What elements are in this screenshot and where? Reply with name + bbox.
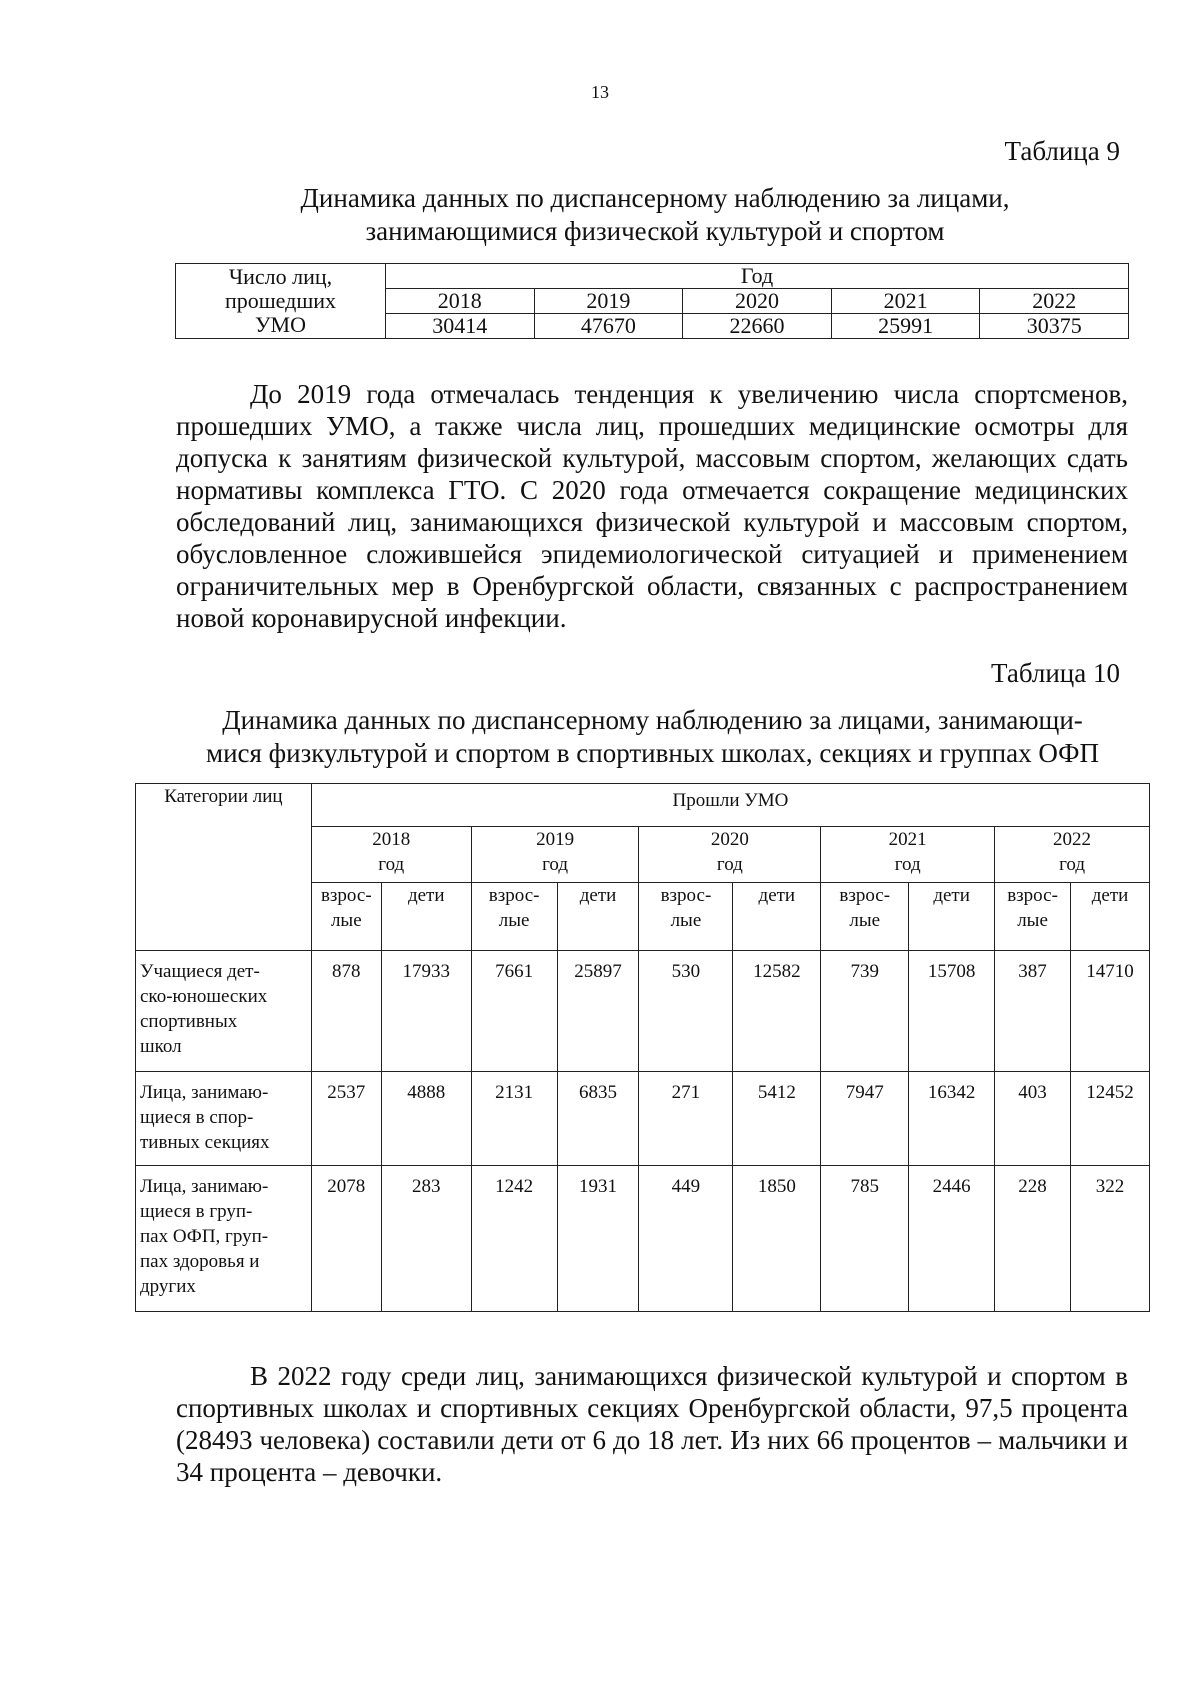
year-word: год bbox=[1059, 854, 1086, 875]
row-value: 530 bbox=[639, 951, 733, 1072]
adults-header bbox=[471, 883, 557, 951]
adults-header bbox=[995, 883, 1071, 951]
row-value: 2537 bbox=[311, 1072, 381, 1166]
row-value: 12452 bbox=[1071, 1072, 1150, 1166]
row-value: 7661 bbox=[471, 951, 557, 1072]
table9-value: 30375 bbox=[980, 314, 1129, 339]
row-value: 449 bbox=[639, 1166, 733, 1312]
row-header-line: Число лиц, bbox=[228, 264, 333, 289]
row-value: 25897 bbox=[557, 951, 639, 1072]
row-value: 7947 bbox=[821, 1072, 909, 1166]
row-value: 2446 bbox=[909, 1166, 995, 1312]
page-number: 13 bbox=[591, 82, 609, 102]
children-header: дети bbox=[733, 883, 821, 951]
adults-line: взрос- bbox=[488, 885, 540, 906]
table10-title bbox=[170, 704, 1135, 770]
year-header-2018 bbox=[311, 827, 471, 883]
row-header-line: УМО bbox=[254, 312, 307, 337]
category-header: Категории лиц bbox=[136, 784, 312, 951]
children-header: дети bbox=[557, 883, 639, 951]
table9-title-line: занимающимися физической культурой и спортом bbox=[365, 216, 945, 246]
category-line: школ bbox=[140, 1036, 182, 1057]
table9-year: 2018 bbox=[386, 289, 535, 314]
table9-value: 47670 bbox=[534, 314, 683, 339]
row-value: 5412 bbox=[733, 1072, 821, 1166]
adults-line: лые bbox=[670, 910, 702, 931]
row-category bbox=[136, 951, 312, 1072]
year-label: 2019 bbox=[536, 829, 575, 850]
passed-umo-header: Прошли УМО bbox=[311, 784, 1149, 827]
table-row bbox=[136, 1072, 1150, 1166]
adults-line: лые bbox=[849, 910, 881, 931]
row-value: 6835 bbox=[557, 1072, 639, 1166]
table9-label: Таблица 9 bbox=[1004, 136, 1120, 166]
year-label: 2020 bbox=[710, 829, 749, 850]
row-value: 785 bbox=[821, 1166, 909, 1312]
category-line: других bbox=[140, 1276, 196, 1297]
row-value: 878 bbox=[311, 951, 381, 1072]
table9-year-header: Год bbox=[386, 264, 1129, 289]
year-header-2020 bbox=[639, 827, 821, 883]
category-line: пах ОФП, груп- bbox=[140, 1226, 269, 1247]
year-word: год bbox=[894, 854, 921, 875]
row-value: 1850 bbox=[733, 1166, 821, 1312]
children-header: дети bbox=[381, 883, 471, 951]
row-category bbox=[136, 1072, 312, 1166]
table10-label: Таблица 10 bbox=[991, 658, 1120, 688]
adults-line: взрос- bbox=[839, 885, 891, 906]
table9-value: 22660 bbox=[683, 314, 832, 339]
year-word: год bbox=[716, 854, 743, 875]
adults-line: лые bbox=[1017, 910, 1048, 931]
paragraph-2: В 2022 году среди лиц, занимающихся физической культурой и спортом в спортивных школах и спортивных секциях Оренбургской области, 97,5 процента (28493 человека) составили дети от 6 до 18 лет. Из них 66 процентов – мальчики и 34 процента – девочки. bbox=[176, 1361, 1128, 1487]
table9-year: 2020 bbox=[683, 289, 832, 314]
year-label: 2022 bbox=[1053, 829, 1092, 850]
year-header-2022 bbox=[995, 827, 1150, 883]
table9-year: 2021 bbox=[831, 289, 980, 314]
table9-title-line: Динамика данных по диспансерному наблюдению за лицами, bbox=[300, 183, 1010, 213]
adults-header bbox=[311, 883, 381, 951]
row-value: 2131 bbox=[471, 1072, 557, 1166]
table9-value: 30414 bbox=[386, 314, 535, 339]
row-value: 322 bbox=[1071, 1166, 1150, 1312]
year-label: 2018 bbox=[372, 829, 411, 850]
category-line: спортивных bbox=[140, 1011, 238, 1032]
category-line: щиеся в спор- bbox=[140, 1107, 254, 1128]
adults-line: лые bbox=[498, 910, 530, 931]
row-value: 228 bbox=[995, 1166, 1071, 1312]
adults-header bbox=[821, 883, 909, 951]
table-row bbox=[136, 951, 1150, 1072]
table9-year: 2022 bbox=[980, 289, 1129, 314]
adults-header bbox=[639, 883, 733, 951]
row-value: 387 bbox=[995, 951, 1071, 1072]
table9 bbox=[175, 263, 1129, 339]
year-label: 2021 bbox=[888, 829, 927, 850]
row-category bbox=[136, 1166, 312, 1312]
table10-title-line: мися физкультурой и спортом в спортивных школах, секциях и группах ОФП bbox=[205, 738, 1100, 768]
category-line: щиеся в груп- bbox=[140, 1201, 253, 1222]
children-header: дети bbox=[909, 883, 995, 951]
paragraph-1: До 2019 года отмечалась тенденция к увеличению числа спортсменов, прошедших УМО, а также числа лиц, прошедших медицинские осмотры для допуска к занятиям физической культурой, массовым спортом, желающих сдать нормативы комплекса ГТО. С 2020 года отмечается сокращение медицинских обследований лиц, занимающихся физической культурой и массовым спортом, обусловленное сложившейся эпидемиологической ситуацией и применением ограничительных мер в Оренбургской области, связанных с распространением новой коронавирусной инфекции. bbox=[176, 379, 1128, 633]
year-header-2021 bbox=[821, 827, 995, 883]
row-value: 2078 bbox=[311, 1166, 381, 1312]
category-line: тивных секциях bbox=[140, 1132, 270, 1153]
row-value: 1931 bbox=[557, 1166, 639, 1312]
adults-line: лые bbox=[330, 910, 362, 931]
year-header-2019 bbox=[471, 827, 639, 883]
row-value: 12582 bbox=[733, 951, 821, 1072]
row-value: 17933 bbox=[381, 951, 471, 1072]
adults-line: взрос- bbox=[1007, 885, 1058, 906]
category-line: Лица, занимаю- bbox=[140, 1082, 269, 1103]
adults-line: взрос- bbox=[660, 885, 712, 906]
row-value: 271 bbox=[639, 1072, 733, 1166]
category-line: Учащиеся дет- bbox=[140, 961, 260, 982]
table9-title bbox=[180, 182, 1130, 248]
row-value: 16342 bbox=[909, 1072, 995, 1166]
row-value: 4888 bbox=[381, 1072, 471, 1166]
row-value: 739 bbox=[821, 951, 909, 1072]
table-row bbox=[136, 1166, 1150, 1312]
row-value: 14710 bbox=[1071, 951, 1150, 1072]
row-value: 403 bbox=[995, 1072, 1071, 1166]
year-word: год bbox=[378, 854, 405, 875]
category-line: ско-юношеских bbox=[140, 986, 268, 1007]
category-line: пах здоровья и bbox=[140, 1251, 260, 1272]
table9-row-header bbox=[176, 264, 386, 339]
row-header-line: прошедших bbox=[224, 288, 337, 313]
row-value: 1242 bbox=[471, 1166, 557, 1312]
row-value: 15708 bbox=[909, 951, 995, 1072]
adults-line: взрос- bbox=[320, 885, 372, 906]
table10 bbox=[135, 783, 1150, 1312]
row-value: 283 bbox=[381, 1166, 471, 1312]
year-word: год bbox=[542, 854, 569, 875]
children-header: дети bbox=[1071, 883, 1150, 951]
table10-title-line: Динамика данных по диспансерному наблюдению за лицами, занимающи- bbox=[222, 705, 1083, 735]
table9-year: 2019 bbox=[534, 289, 683, 314]
category-line: Лица, занимаю- bbox=[140, 1176, 269, 1197]
table9-value: 25991 bbox=[831, 314, 980, 339]
